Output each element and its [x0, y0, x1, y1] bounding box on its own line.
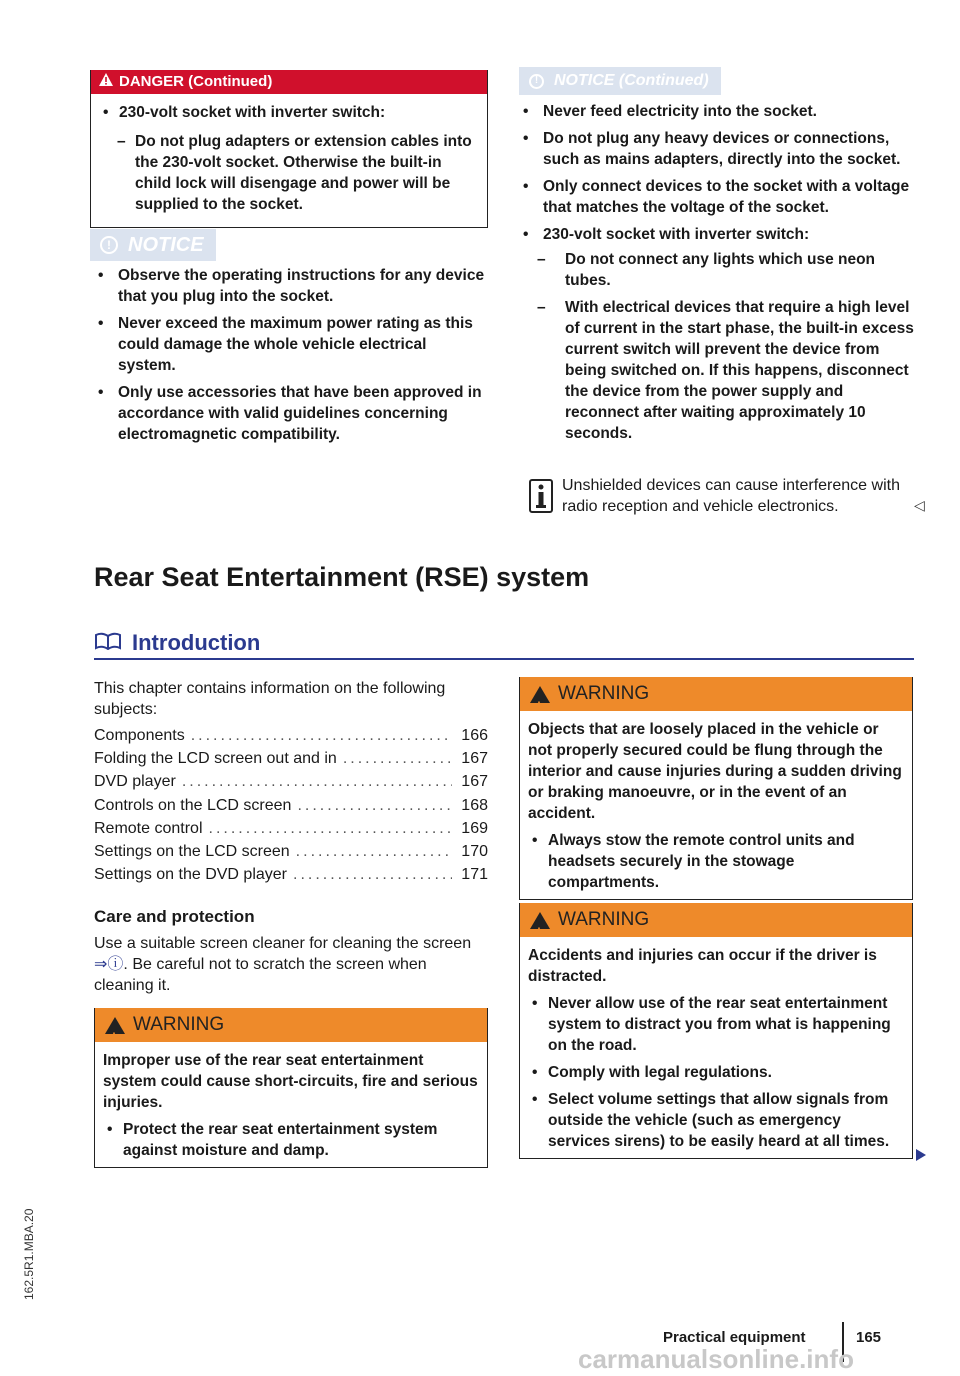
toc-row[interactable]	[94, 820, 488, 843]
toc-page: 167	[461, 773, 488, 791]
warning-triangle-icon	[530, 686, 550, 703]
list-item: • Protect the rear seat entertainment system against moisture and damp.	[103, 1119, 479, 1161]
warning-box-right-1	[519, 677, 913, 900]
notice-list-right	[519, 101, 915, 450]
danger-bullet: • 230-volt socket with inverter switch:	[99, 102, 479, 123]
list-item: • Only connect devices to the socket with a voltage that matches the voltage of the socket.	[519, 176, 915, 218]
toc-label: DVD player	[94, 773, 176, 791]
toc-page: 171	[461, 866, 488, 884]
list-item: • Never allow use of the rear seat entertainment system to distract you from what is happening on the road.	[528, 993, 904, 1056]
notice-title: NOTICE	[128, 234, 204, 256]
warning-triangle-icon	[105, 1017, 125, 1034]
toc-page: 166	[461, 727, 488, 744]
toc-row[interactable]	[94, 797, 488, 820]
warning-lead: Improper use of the rear seat entertainment system could cause short-circuits, fire and serious injuries.	[103, 1052, 478, 1111]
info-text: Unshielded devices can cause interference with radio reception and vehicle electronics.	[562, 477, 900, 515]
list-item: • Never exceed the maximum power rating as this could damage the whole vehicle electrical system.	[94, 313, 486, 376]
warning-title: WARNING	[133, 1014, 225, 1035]
danger-header	[91, 70, 487, 94]
notice-title: NOTICE (Continued)	[554, 72, 709, 89]
toc-page: 167	[461, 750, 488, 768]
warning-box-right-2	[519, 903, 913, 1159]
care-text	[94, 933, 479, 996]
intro-lead: This chapter contains information on the following subjects:	[94, 680, 446, 718]
toc-label: Components	[94, 727, 185, 744]
notice-tag-right	[519, 67, 721, 95]
section-title: Rear Seat Entertainment (RSE) system	[94, 562, 590, 592]
notice-icon: !	[100, 236, 118, 254]
toc-row[interactable]	[94, 750, 488, 773]
list-item: • Comply with legal regulations.	[528, 1062, 904, 1083]
toc-page: 169	[461, 819, 488, 837]
continue-arrow-icon	[916, 1149, 926, 1161]
book-icon	[94, 632, 122, 655]
toc-list	[94, 727, 488, 889]
toc-label: Controls on the LCD screen	[94, 796, 292, 814]
toc-row[interactable]	[94, 866, 488, 889]
list-item: • Always stow the remote control units and headsets securely in the stowage compartments.	[528, 830, 904, 893]
list-item: • Do not plug any heavy devices or connections, such as mains adapters, directly into the socket.	[519, 128, 915, 170]
toc-label: Remote control	[94, 819, 203, 837]
toc-label: Folding the LCD screen out and in	[94, 750, 337, 768]
list-item: • Never feed electricity into the socket.	[519, 101, 915, 122]
toc-page: 168	[461, 796, 488, 814]
warning-title: WARNING	[558, 909, 650, 930]
sub-item: – Do not connect any lights which use neon tubes.	[519, 249, 915, 291]
list-item: • Only use accessories that have been approved in accordance with valid guidelines concerning electromagnetic compatibility.	[94, 382, 486, 445]
footer-section: Practical equipment	[663, 1329, 806, 1346]
warning-lead: Objects that are loosely placed in the vehicle or not properly secured could be flung through the interior and cause injuries during a sudden driving or braking manoeuvre, or in the event of an accident.	[528, 721, 902, 822]
danger-box	[90, 70, 488, 228]
warning-triangle-icon	[530, 912, 550, 929]
intro-title: Introduction	[132, 630, 261, 655]
warning-title: WARNING	[558, 683, 650, 704]
care-text-b: . Be careful not to scratch the screen when cleaning it.	[94, 956, 427, 994]
toc-page: 170	[461, 842, 488, 860]
sub-item: – With electrical devices that require a high level of current in the start phase, the built-in excess current switch will prevent the device from being switched on. If this happens, disconnect the device from the power supply and reconnect after waiting approximately 10 seconds.	[519, 297, 915, 444]
notice-list-left	[94, 265, 486, 451]
warning-box-left	[94, 1008, 488, 1168]
danger-sub: – Do not plug adapters or extension cables into the 230-volt socket. Otherwise the built-in child lock will disengage and power will be supplied to the socket.	[99, 131, 479, 215]
warning-triangle-icon	[99, 70, 113, 94]
page-number: 165	[856, 1329, 882, 1346]
danger-title: DANGER (Continued)	[119, 73, 273, 90]
care-ref-link[interactable]: ⇒ⓘ	[94, 956, 124, 973]
toc-row[interactable]	[94, 773, 488, 796]
list-item: • Select volume settings that allow signals from outside the vehicle (such as emergency services sirens) to be easily heard at all times.	[528, 1089, 904, 1152]
notice-tag-left	[90, 229, 216, 261]
list-item: • Observe the operating instructions for any device that you plug into the socket.	[94, 265, 486, 307]
info-icon	[529, 479, 553, 518]
warning-lead: Accidents and injuries can occur if the driver is distracted.	[528, 947, 877, 985]
notice-icon: !	[529, 74, 544, 89]
watermark: carmanualsonline.info	[578, 1344, 854, 1374]
toc-label: Settings on the LCD screen	[94, 842, 290, 860]
intro-heading	[94, 630, 260, 656]
side-code: 162.5R1.MBA.20	[22, 1208, 36, 1300]
toc-row[interactable]	[94, 727, 488, 750]
section-rule	[94, 658, 914, 660]
list-item: • 230-volt socket with inverter switch:	[519, 224, 915, 245]
toc-row[interactable]	[94, 843, 488, 866]
care-text-a: Use a suitable screen cleaner for cleaning the screen	[94, 935, 472, 952]
care-heading: Care and protection	[94, 907, 255, 926]
toc-label: Settings on the DVD player	[94, 866, 287, 884]
end-marker-icon: ◁	[914, 497, 925, 513]
